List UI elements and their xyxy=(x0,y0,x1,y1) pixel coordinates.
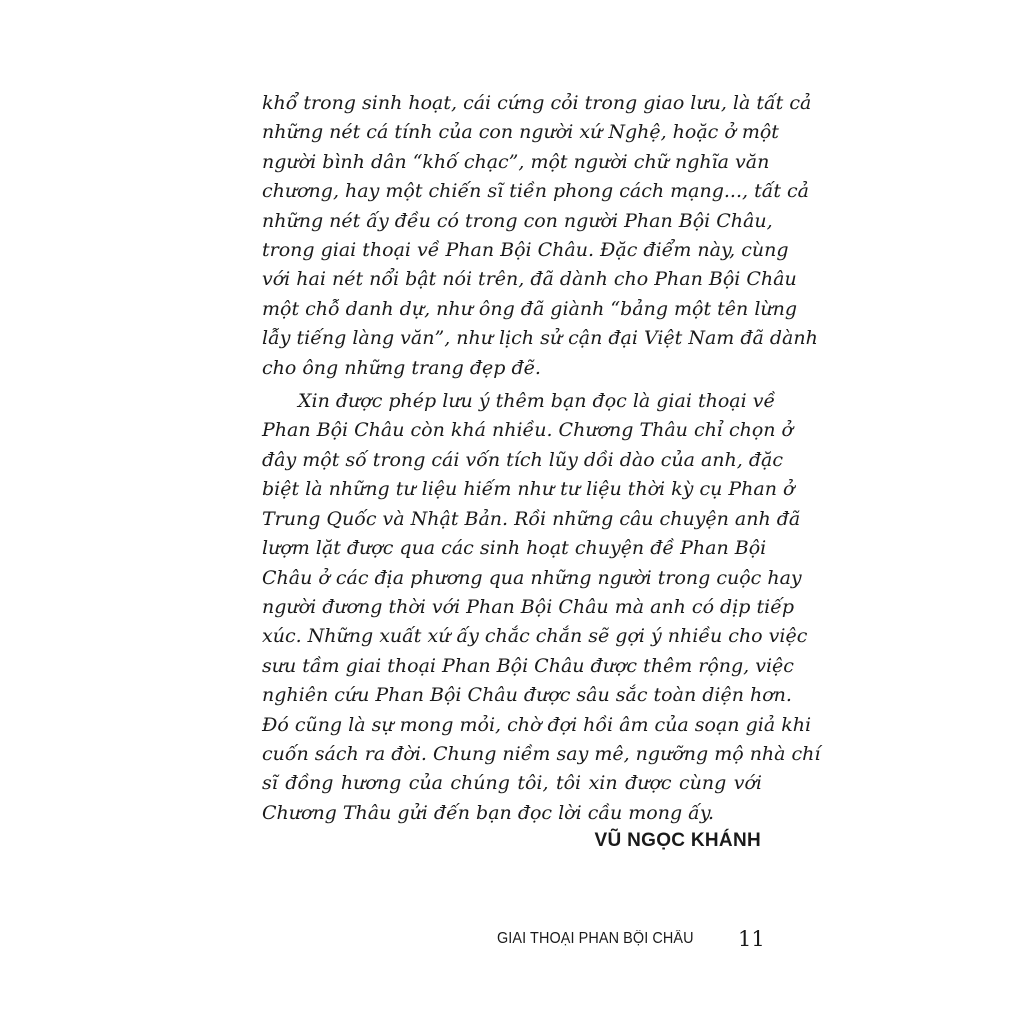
running-title: GIAI THOẠI PHAN BỘI CHÂU xyxy=(497,930,694,947)
text-line: sưu tầm giai thoại Phan Bội Châu được thêm rộng, việc xyxy=(262,654,794,677)
text-line: những nét cá tính của con người xứ Nghệ, hoặc ở một xyxy=(262,121,779,144)
text-line: lẫy tiếng làng văn”, như lịch sử cận đại Việt Nam đã dành xyxy=(262,327,818,350)
text-line: Châu ở các địa phương qua những người trong cuộc hay xyxy=(262,566,802,589)
text-line: xúc. Những xuất xứ ấy chắc chắn sẽ gợi ý nhiều cho việc xyxy=(262,625,808,648)
text-line: cuốn sách ra đời. Chung niềm say mê, ngưỡng mộ nhà chí xyxy=(262,742,821,765)
text-line: lượm lặt được qua các sinh hoạt chuyện đề Phan Bội xyxy=(262,537,767,560)
text-line: biệt là những tư liệu hiếm như tư liệu thời kỳ cụ Phan ở xyxy=(262,478,795,501)
text-line: người bình dân “khố chạc”, một người chữ nghĩa văn xyxy=(262,150,770,173)
text-line: Trung Quốc và Nhật Bản. Rồi những câu chuyện anh đã xyxy=(262,507,801,530)
text-line: Phan Bội Châu còn khá nhiều. Chương Thâu chỉ chọn ở xyxy=(262,419,793,442)
text-line: một chỗ danh dự, như ông đã giành “bảng một tên lừng xyxy=(262,297,798,320)
author-signature: VŨ NGỌC KHÁNH xyxy=(594,830,761,851)
text-line: người đương thời với Phan Bội Châu mà anh có dịp tiếp xyxy=(262,595,795,618)
text-line: đây một số trong cái vốn tích lũy dồi dào của anh, đặc xyxy=(262,448,783,471)
body-text xyxy=(262,89,821,832)
text-line: chương, hay một chiến sĩ tiền phong cách mạng..., tất cả xyxy=(262,180,809,203)
text-line: Xin được phép lưu ý thêm bạn đọc là giai thoại về xyxy=(298,390,776,413)
text-line: Đó cũng là sự mong mỏi, chờ đợi hồi âm của soạn giả khi xyxy=(262,713,812,736)
text-line: cho ông những trang đẹp đẽ. xyxy=(262,356,541,379)
text-line: khổ trong sinh hoạt, cái cứng cỏi trong giao lưu, là tất cả xyxy=(262,92,812,114)
text-line: trong giai thoại về Phan Bội Châu. Đặc điểm này, cùng xyxy=(262,239,789,262)
page-number: 11 xyxy=(738,927,765,951)
text-line: Chương Thâu gửi đến bạn đọc lời cầu mong ấy. xyxy=(262,801,715,824)
paragraph-1 xyxy=(262,89,818,383)
text-line: những nét ấy đều có trong con người Phan Bội Châu, xyxy=(262,209,773,232)
text-line: nghiên cứu Phan Bội Châu được sâu sắc toàn diện hơn. xyxy=(262,684,792,707)
page-footer xyxy=(497,927,767,957)
text-line: với hai nét nổi bật nói trên, đã dành cho Phan Bội Châu xyxy=(262,268,797,291)
text-line: sĩ đồng hương của chúng tôi, tôi xin được cùng với xyxy=(262,772,762,795)
paragraph-2 xyxy=(262,387,821,828)
